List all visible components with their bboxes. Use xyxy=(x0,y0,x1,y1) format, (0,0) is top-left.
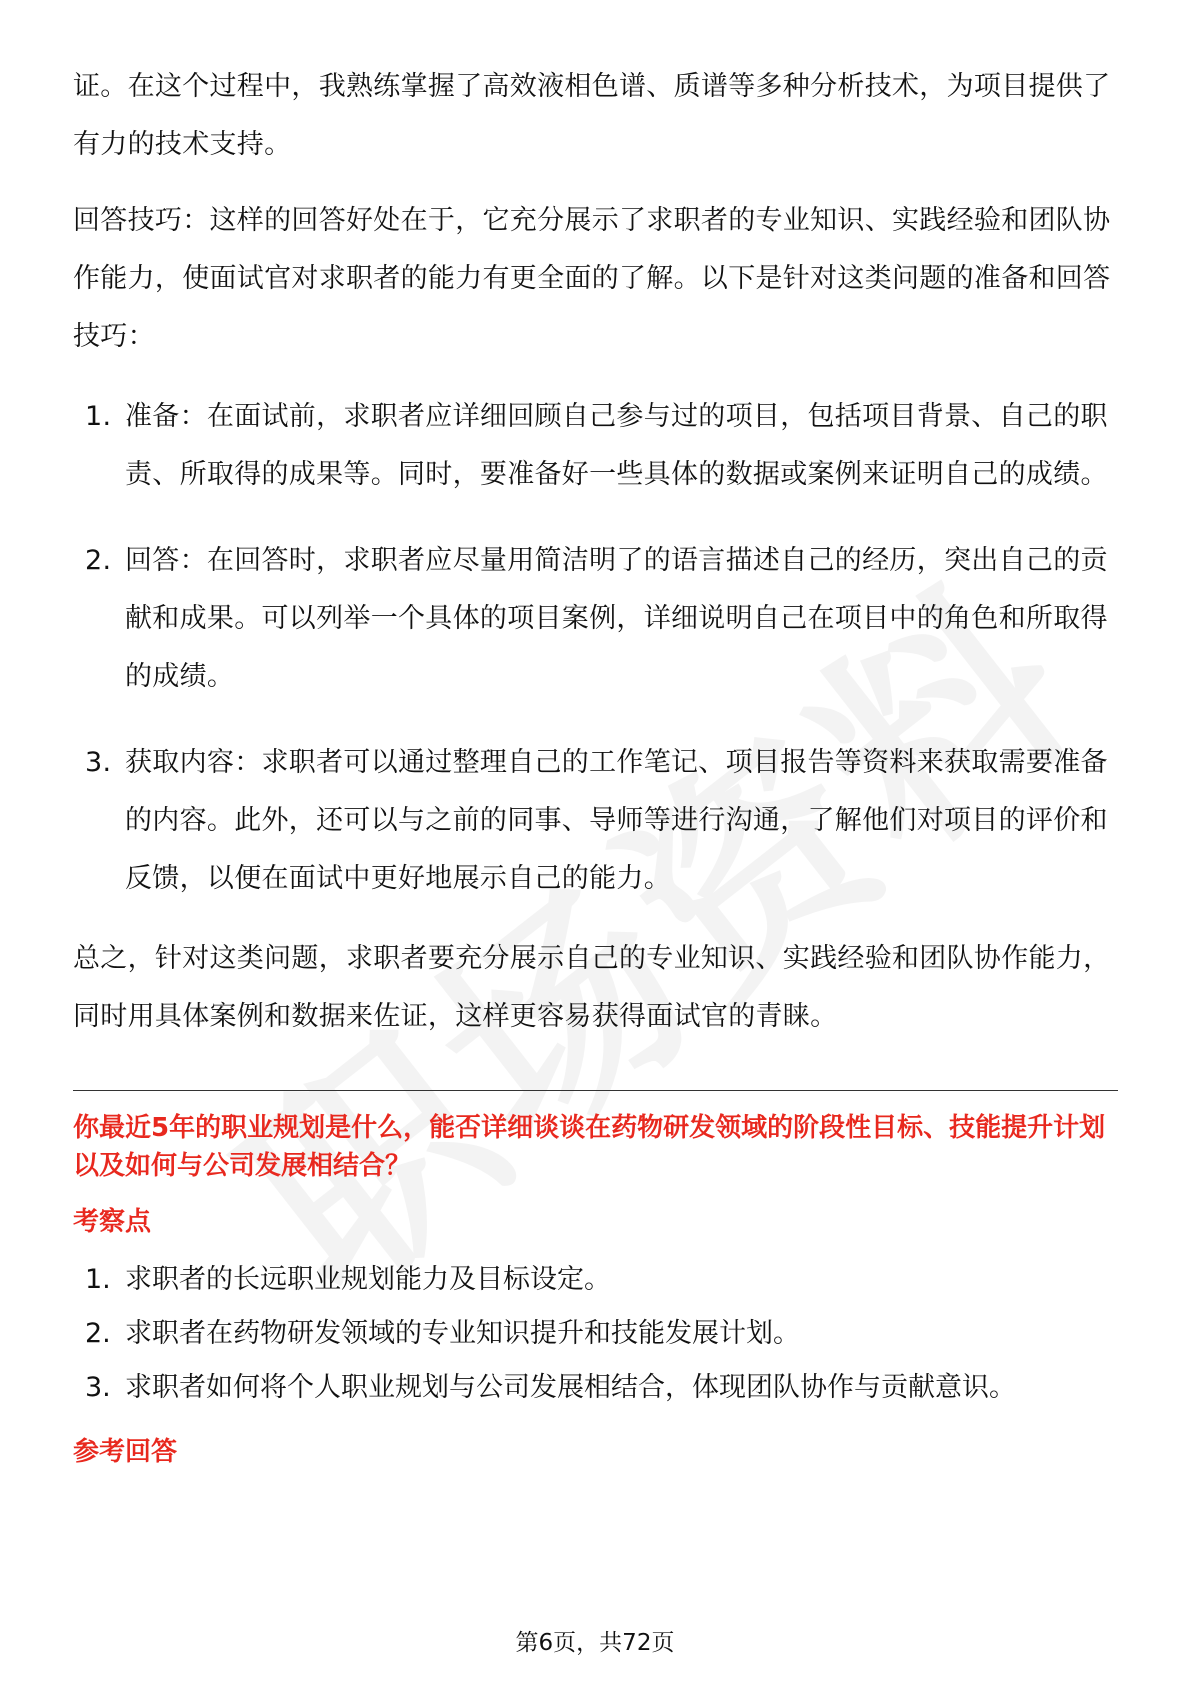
list-number: 1. xyxy=(85,401,112,432)
list-number: 2. xyxy=(85,545,112,576)
list-number: 2. xyxy=(85,1318,111,1349)
list-item xyxy=(73,1307,1118,1361)
list-item xyxy=(73,1253,1118,1307)
intro-paragraph: 证。在这个过程中，我熟练掌握了高效液相色谱、质谱等多种分析技术，为项目提供了有力的技术支持。 xyxy=(73,71,1111,160)
tips-list xyxy=(73,388,1118,908)
page-footer: 第6页，共72页 xyxy=(515,1630,675,1656)
list-text: 求职者的长远职业规划能力及目标设定。 xyxy=(125,1264,611,1295)
list-number: 1. xyxy=(85,1264,111,1295)
list-text: 准备：在面试前，求职者应详细回顾自己参与过的项目，包括项目背景、自己的职责、所取得的成果等。同时，要准备好一些具体的数据或案例来证明自己的成绩。 xyxy=(125,401,1108,490)
list-text: 获取内容：求职者可以通过整理自己的工作笔记、项目报告等资料来获取需要准备的内容。此外，还可以与之前的同事、导师等进行沟通，了解他们对项目的评价和反馈，以便在面试中更好地展示自己的能力。 xyxy=(125,747,1108,894)
summary-paragraph: 总之，针对这类问题，求职者要充分展示自己的专业知识、实践经验和团队协作能力，同时用具体案例和数据来佐证，这样更容易获得面试官的青睐。 xyxy=(73,943,1111,1032)
tips-paragraph: 回答技巧：这样的回答好处在于，它充分展示了求职者的专业知识、实践经验和团队协作能力，使面试官对求职者的能力有更全面的了解。以下是针对这类问题的准备和回答技巧： xyxy=(73,205,1111,352)
page-content xyxy=(73,58,1118,1483)
list-item xyxy=(73,1361,1118,1415)
list-text: 回答：在回答时，求职者应尽量用简洁明了的语言描述自己的经历，突出自己的贡献和成果。可以列举一个具体的项目案例，详细说明自己在项目中的角色和所取得的成绩。 xyxy=(125,545,1108,692)
section-divider xyxy=(73,1090,1118,1091)
assessment-heading: 考察点 xyxy=(73,1207,152,1237)
list-item xyxy=(73,388,1118,504)
question-heading: 你最近5年的职业规划是什么，能否详细谈谈在药物研发领域的阶段性目标、技能提升计划以及如何与公司发展相结合？ xyxy=(73,1113,1106,1181)
list-number: 3. xyxy=(85,1372,111,1403)
reference-heading: 参考回答 xyxy=(73,1437,178,1467)
list-number: 3. xyxy=(85,747,112,778)
list-text: 求职者在药物研发领域的专业知识提升和技能发展计划。 xyxy=(125,1318,800,1349)
list-item xyxy=(73,532,1118,706)
assessment-list xyxy=(73,1253,1118,1415)
list-text: 求职者如何将个人职业规划与公司发展相结合，体现团队协作与贡献意识。 xyxy=(125,1372,1016,1403)
list-item xyxy=(73,734,1118,908)
